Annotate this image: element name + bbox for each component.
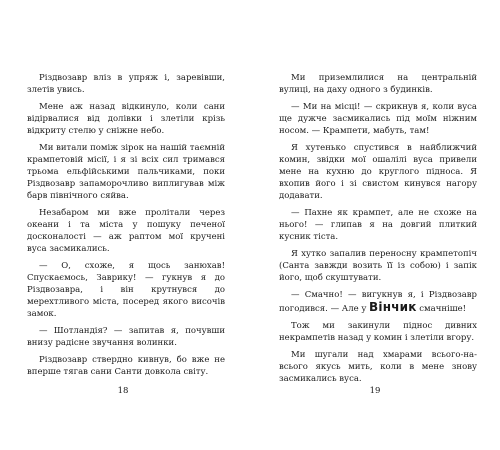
text-after-brand: смачніше! [416,304,467,314]
page-number-right: 19 [369,386,381,396]
paragraph: Незабаром ми вже пролітали через океани і та міста у пошуку печеної досконалості — аж раптом мої кручені вуса засмикались. [27,208,225,254]
paragraph-with-brand [279,289,477,315]
paragraph: — О, схоже, я щось занюхав! Спускаємось, Заврику! — гукнув я до Різдвозавра, і він крутнувся до мерехтливого міста, посеред якого височів замок. [27,261,225,319]
paragraph: Тож ми закинули піднос дивних некрампетів назад у комин і злетіли вгору. [279,321,477,343]
paragraph: Ми шугали над хмарами всього-на-всього якусь мить, коли в мене знову засмикались вуса. [279,350,477,384]
right-page [279,72,477,390]
paragraph: Ми витали поміж зірок на нашій таємній крампетовій місії, і я зі всіх сил тримався трьома ельфійськими пальчиками, поки Різдвозавр запаморочливо виплигував між барв північного сяйва. [27,143,225,201]
paragraph: Мене аж назад відкинуло, коли сани відірвалися від долівки і злетіли крізь відкриту стелю у сніжне небо. [27,102,225,136]
brand-name: Вінчик [369,300,417,314]
paragraph: — Пахне як крампет, але не схоже на нього! — глипав я на довгий плиткий кусник тіста. [279,208,477,242]
paragraph: Різдвозавр вліз в упряж і, заревівши, злетів увись. [27,73,225,95]
paragraph: Я хутко запалив переносну крампетопіч (Санта завжди возить її із собою) і запік його, щоб скуштувати. [279,249,477,283]
paragraph: — Шотландія? — запитав я, почувши внизу радісне звучання волинки. [27,326,225,348]
left-page [27,72,225,383]
paragraph: Ми приземлилися на центральній вулиці, на даху одного з будинків. [279,73,477,95]
paragraph: Я хутенько спустився в найближчий комин, звідки мої ошалілі вуса привели мене на кухню до круглого підноса. Я вхопив його і зі свистом кинувся нагору додавати. [279,143,477,201]
text-before-brand: — Смачно! — вигукнув я, і Різдвозавр погодився. — Але у [279,290,477,314]
paragraph: Різдвозавр ствердно кивнув, бо вже не вперше тягав сани Санти довкола світу. [27,355,225,377]
paragraph: — Ми на місці! — скрикнув я, коли вуса ще дужче засмикались під моїм ніжним носом. — Крампети, мабуть, там! [279,102,477,136]
page-number-left: 18 [117,386,129,396]
